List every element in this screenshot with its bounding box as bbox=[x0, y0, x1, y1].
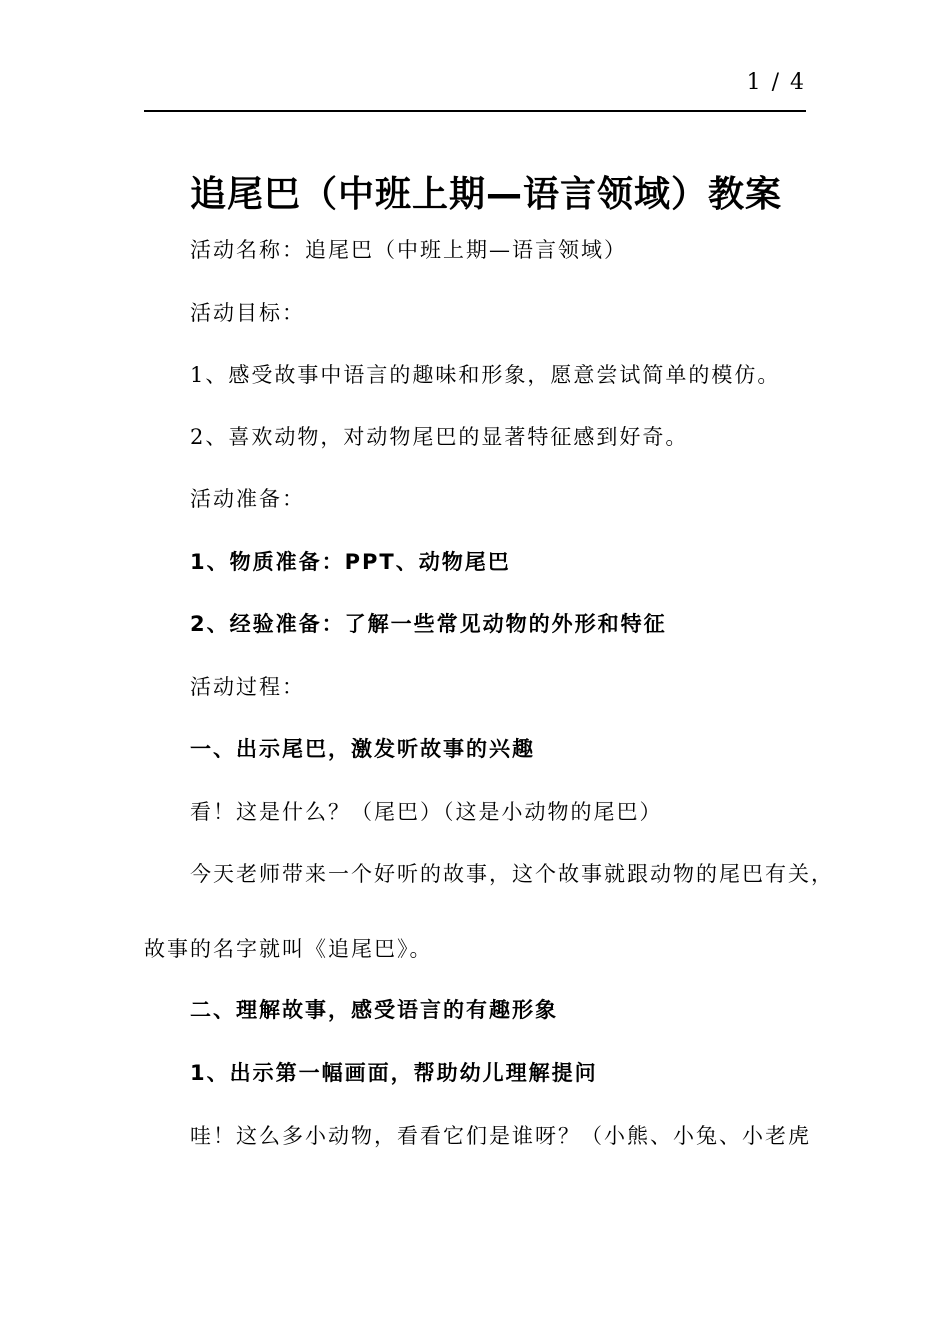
prep-item-1: 1、物质准备：PPT、动物尾巴 bbox=[190, 550, 511, 574]
paragraph-line: 故事的名字就叫《追尾巴》。 bbox=[144, 937, 433, 961]
activity-prep-heading: 活动准备： bbox=[190, 487, 305, 511]
goal-item-1: 1、感受故事中语言的趣味和形象，愿意尝试简单的模仿。 bbox=[190, 363, 781, 387]
activity-goals-heading: 活动目标： bbox=[190, 301, 305, 325]
subsection-heading-1: 1、出示第一幅画面，帮助幼儿理解提问 bbox=[190, 1061, 598, 1085]
section-heading-2: 二、理解故事，感受语言的有趣形象 bbox=[190, 998, 558, 1022]
section-heading-1: 一、出示尾巴，激发听故事的兴趣 bbox=[190, 737, 535, 761]
paragraph-line: 哇！这么多小动物，看看它们是谁呀？（小熊、小兔、小老虎 bbox=[190, 1124, 811, 1148]
activity-name-line: 活动名称：追尾巴（中班上期—语言领域） bbox=[190, 238, 627, 262]
paragraph-line: 今天老师带来一个好听的故事，这个故事就跟动物的尾巴有关， bbox=[190, 862, 834, 886]
document-title: 追尾巴（中班上期—语言领域）教案 bbox=[190, 174, 783, 215]
header-divider bbox=[144, 110, 806, 112]
paragraph-line: 看！这是什么？（尾巴）（这是小动物的尾巴） bbox=[190, 800, 663, 824]
activity-process-heading: 活动过程： bbox=[190, 675, 305, 699]
goal-item-2: 2、喜欢动物，对动物尾巴的显著特征感到好奇。 bbox=[190, 425, 689, 449]
prep-item-2: 2、经验准备：了解一些常见动物的外形和特征 bbox=[190, 612, 667, 636]
page-number: 1 / 4 bbox=[746, 70, 806, 95]
